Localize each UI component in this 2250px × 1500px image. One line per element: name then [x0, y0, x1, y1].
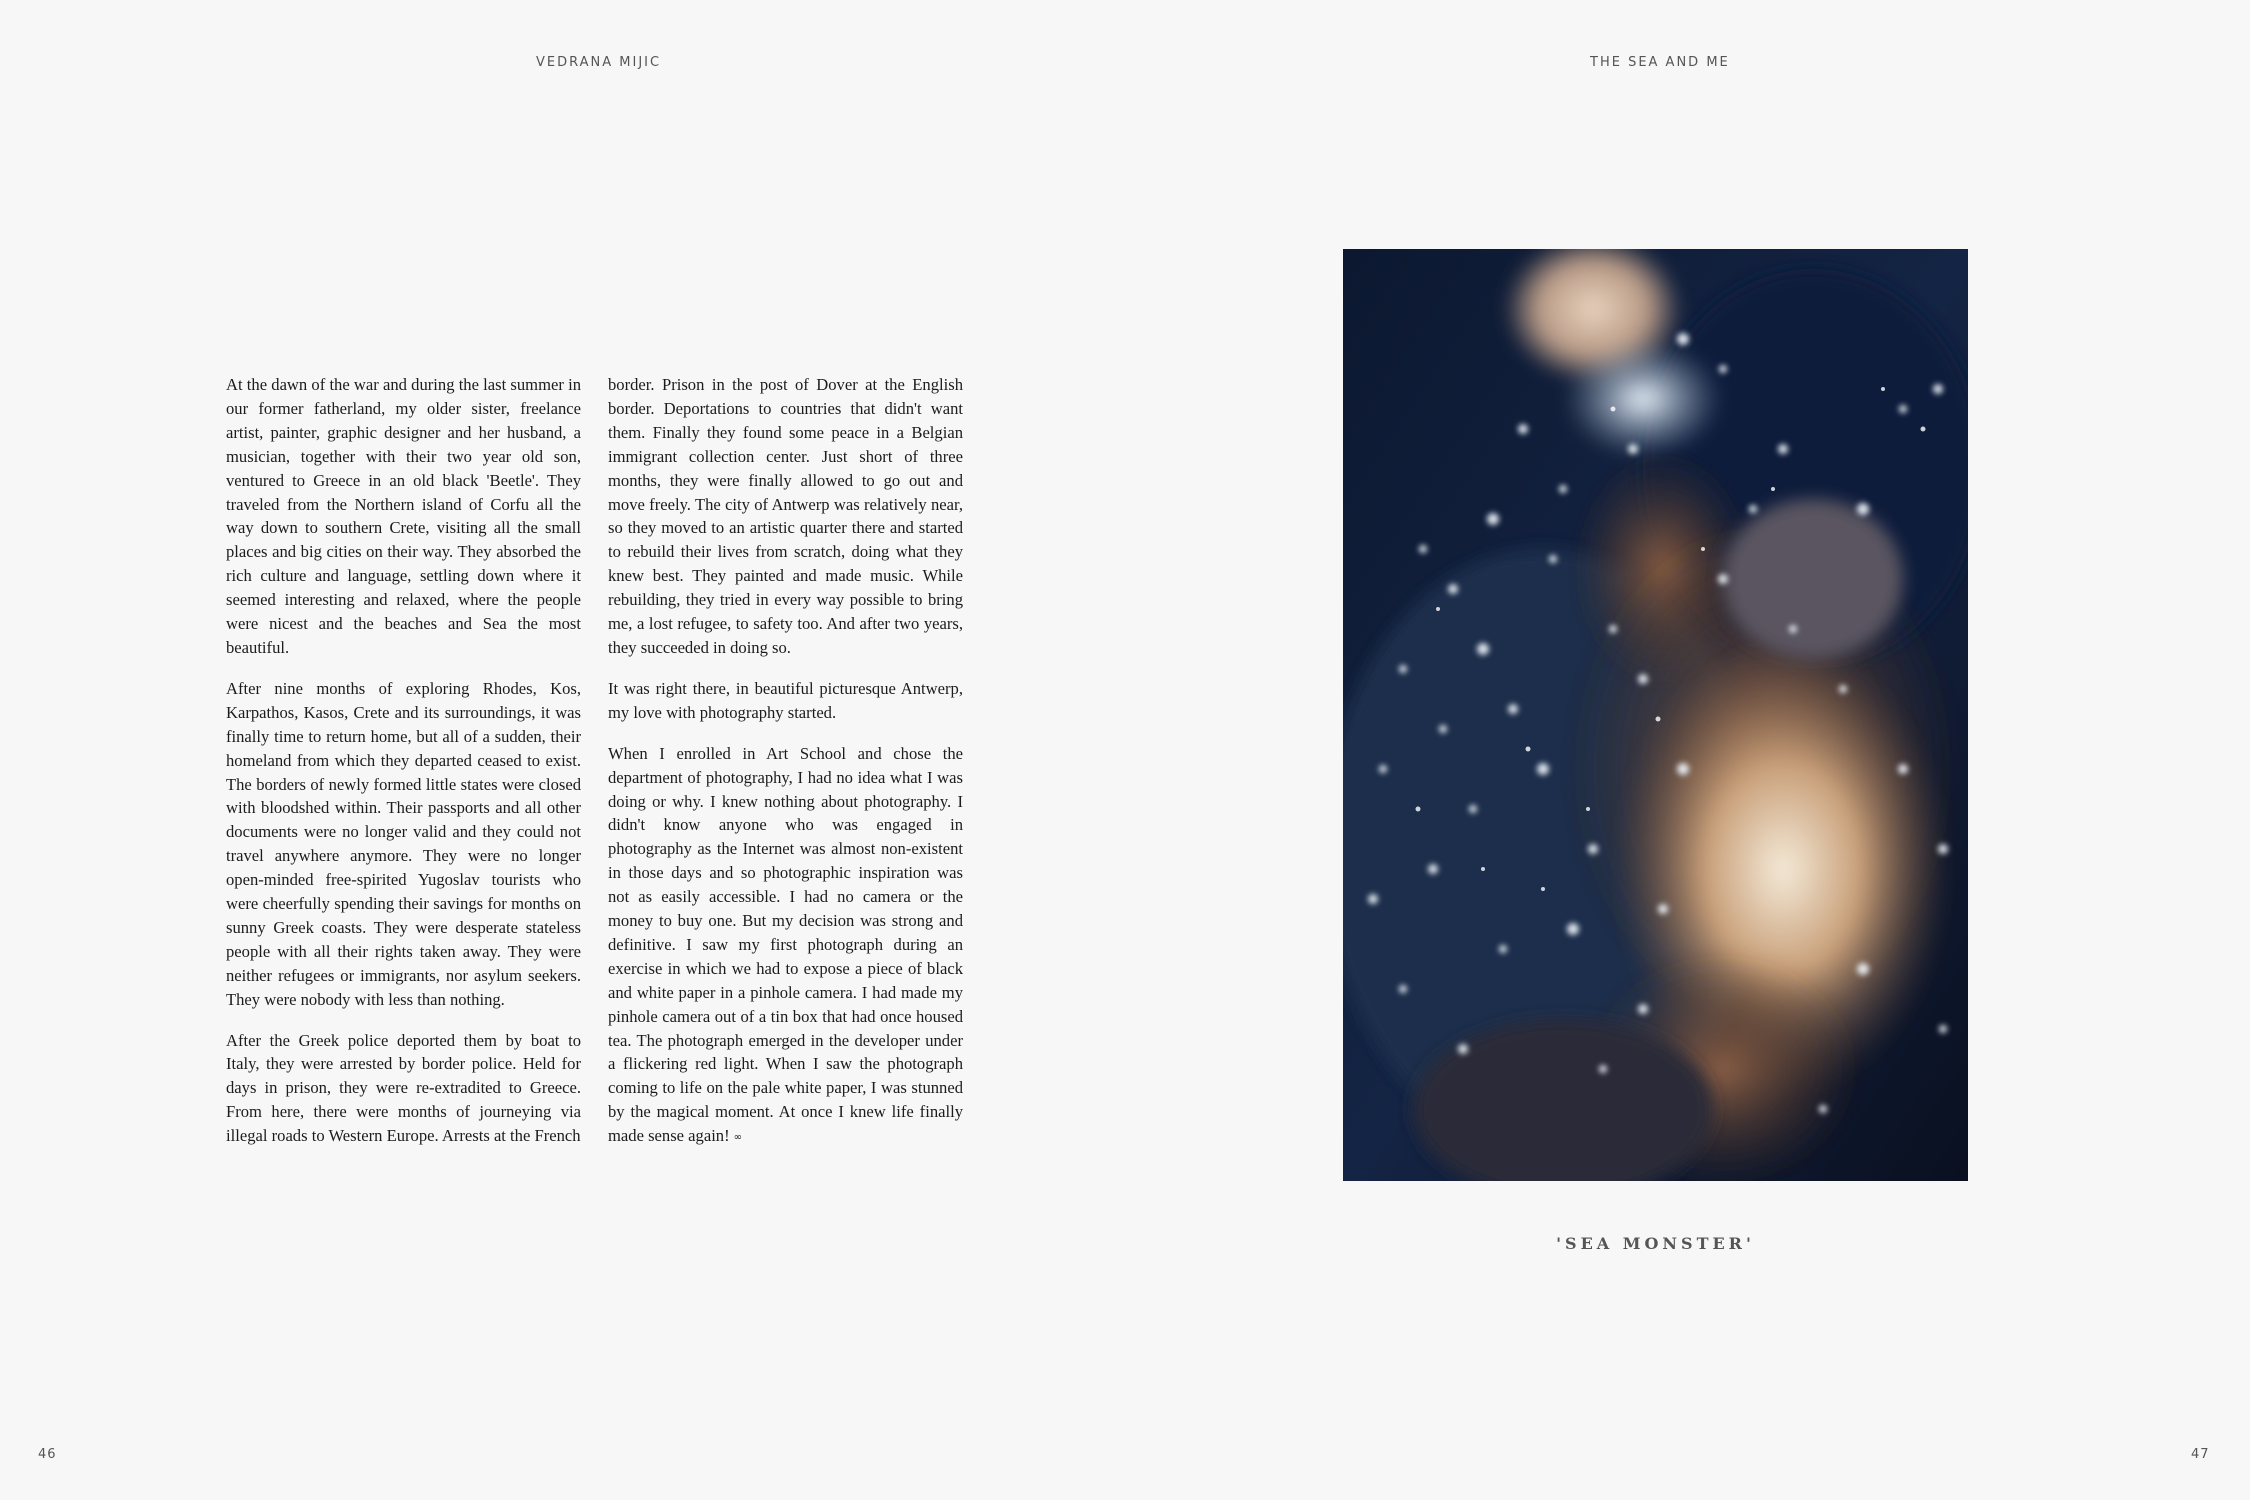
- photo-caption: 'SEA MONSTER': [1556, 1234, 1755, 1253]
- text-column-left: [226, 373, 581, 1165]
- sea-monster-photo: [1343, 249, 1968, 1181]
- running-head-title: THE SEA AND ME: [1590, 55, 1730, 70]
- paragraph: After nine months of exploring Rhodes, Kos, Karpathos, Kasos, Crete and its surroundings, it was finally time to return home, but all of a sudden, their homeland from which they departed ceased to exist. The borders of newly formed little states were closed with bloodshed within. Their passports and all other documents were no longer valid and they could not travel anywhere anymore. They were no longer open-minded free-spirited Yugoslav tourists who were cheerfully spending their savings for months on sunny Greek coasts. They were desperate stateless people with all their rights taken away. They were neither refugees or immigrants, nor asylum seekers. They were nobody with less than nothing.: [226, 678, 581, 1009]
- text-column-right: [608, 373, 963, 1167]
- page-number-right: 47: [2191, 1447, 2210, 1462]
- paragraph-last: [608, 742, 963, 1150]
- paragraph: After the Greek police deported them by boat to Italy, they were arrested by border police. Held for days in prison, they were re-extradited to Greece. From here, there were months of journeying via illegal roads to Western Europe. Arrests at the French: [226, 1030, 581, 1146]
- paragraph: border. Prison in the post of Dover at the English border. Deportations to countries that didn't want them. Finally they found some peace in a Belgian immigrant collection center. Just short of three months, they were finally allowed to go out and move freely. The city of Antwerp was relatively near, so they moved to an artistic quarter there and started to rebuild their lives from scratch, doing what they knew best. They painted and made music. While rebuilding, they tried in every way possible to bring me, a lost refugee, to safety too. And after two years, they succeeded in doing so.: [608, 375, 963, 657]
- page-number-left: 46: [38, 1447, 57, 1462]
- end-mark-icon: ∞: [733, 1132, 742, 1144]
- running-head-author: VEDRANA MIJIC: [536, 55, 662, 70]
- paragraph: It was right there, in beautiful picturesque Antwerp, my love with photography started.: [608, 678, 963, 722]
- paragraph-text: When I enrolled in Art School and chose the department of photography, I had no idea what I was doing or why. I knew nothing about photography. I didn't know anyone who was engaged in photography as the Internet was almost non-existent in those days and so photographic inspiration was not as easily accessible. I had no camera or the money to buy one. But my decision was strong and definitive. I saw my first photograph during an exercise in which we had to expose a piece of black and white paper in a pinhole camera. I had made my pinhole camera out of a tin box that had once housed tea. The photograph emerged in the developer under a flickering red light. When I saw the photograph coming to life on the pale white paper, I was stunned by the magical moment. At once I knew life finally made sense again!: [608, 743, 963, 1146]
- paragraph: At the dawn of the war and during the last summer in our former fatherland, my older sister, freelance artist, painter, graphic designer and her husband, a musician, together with their two year old son, ventured to Greece in an old black 'Beetle'. They traveled from the Northern island of Corfu all the way down to southern Crete, visiting all the small places and big cities on their way. They absorbed the rich culture and language, settling down where it seemed interesting and relaxed, where the people were nicest and the beaches and Sea the most beautiful.: [226, 375, 581, 657]
